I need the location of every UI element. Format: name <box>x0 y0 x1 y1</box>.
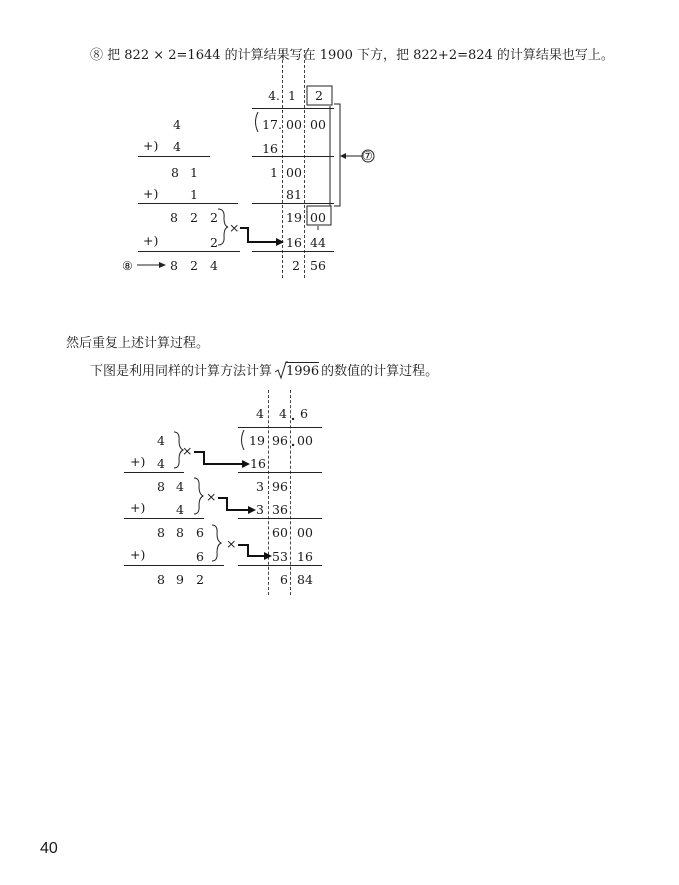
side-digit: 6 <box>196 525 204 540</box>
side-digit: 8 <box>171 165 179 180</box>
side-digit: 1 <box>190 187 198 202</box>
division-cell: 36 <box>272 502 288 517</box>
division-cell: 3 <box>256 479 264 494</box>
division-cell: 00 <box>297 525 313 540</box>
quotient-digit: 4 <box>256 406 264 421</box>
times-sign: × <box>206 489 217 504</box>
side-digit: 2 <box>210 235 218 250</box>
side-digit: 4 <box>173 139 181 154</box>
side-digit: 4 <box>210 258 218 273</box>
side-digit: 2 <box>190 258 198 273</box>
division-cell: 00 <box>297 433 313 448</box>
quotient-digit: 2 <box>315 88 323 103</box>
step8-text: 把 822 × 2=1644 的计算结果写在 1900 下方，把 822+2=824 的计算结果也写上。 <box>107 48 614 63</box>
division-cell: 60 <box>272 525 288 540</box>
division-cell: 16 <box>250 456 266 471</box>
side-digit: 9 <box>176 572 184 587</box>
times-sign: × <box>229 220 240 235</box>
step8-marker: ⑧ <box>122 259 133 273</box>
plus-sign: +) <box>143 233 159 248</box>
division-cell: 56 <box>310 258 326 273</box>
side-digit: 8 <box>157 525 165 540</box>
division-cell: 96 <box>272 479 288 494</box>
division-cell: 53 <box>272 549 288 564</box>
quotient-digit: 4. <box>268 88 280 103</box>
side-digit: 2 <box>210 210 218 225</box>
division-cell: 19 <box>286 210 302 225</box>
division-cell: 96 <box>272 433 288 448</box>
side-digit: 2 <box>190 210 198 225</box>
side-digit: 4 <box>176 479 184 494</box>
quotient-digit: 1 <box>288 88 296 103</box>
side-digit: 4 <box>157 456 165 471</box>
side-digit: 4 <box>173 117 181 132</box>
step8-marker: ⑧ <box>90 48 104 63</box>
division-cell: 2 <box>292 258 300 273</box>
side-digit: 6 <box>196 549 204 564</box>
side-digit: 1 <box>190 165 198 180</box>
division-cell: 00 <box>310 117 326 132</box>
quotient-digit: 6 <box>300 406 308 421</box>
quotient-digit: 4 <box>279 406 287 421</box>
division-cell: 16 <box>297 549 313 564</box>
division-cell: 16 <box>286 235 302 250</box>
plus-sign: +) <box>130 454 146 469</box>
radicand: 1996 <box>286 364 320 379</box>
division-cell: 1 <box>270 165 278 180</box>
intro-text-after: 的数值的计算过程。 <box>321 364 439 379</box>
paragraph-repeat: 然后重复上述计算过程。 <box>66 336 210 351</box>
division-cell: 3 <box>256 502 264 517</box>
side-digit: 2 <box>196 572 204 587</box>
division-cell: 19 <box>249 433 265 448</box>
division-cell: 81 <box>286 187 302 202</box>
side-digit: 8 <box>170 258 178 273</box>
step7-marker: ⑦ <box>362 149 373 163</box>
page-number: 40 <box>40 840 58 857</box>
plus-sign: +) <box>143 138 159 153</box>
plus-sign: +) <box>130 500 146 515</box>
division-cell: 6 <box>280 572 288 587</box>
side-digit: 8 <box>157 572 165 587</box>
side-digit: 8 <box>170 210 178 225</box>
times-sign: × <box>226 536 237 551</box>
division-cell: 17. <box>262 117 282 132</box>
division-cell: 00 <box>286 117 302 132</box>
division-cell: 00 <box>286 165 302 180</box>
side-digit: 8 <box>176 525 184 540</box>
division-cell: 44 <box>310 235 326 250</box>
division-cell: 00 <box>310 210 326 225</box>
plus-sign: +) <box>143 186 159 201</box>
division-cell: 16 <box>262 141 278 156</box>
division-cell: 84 <box>297 572 313 587</box>
times-sign: × <box>182 443 193 458</box>
side-digit: 4 <box>157 433 165 448</box>
plus-sign: +) <box>130 547 146 562</box>
side-digit: 8 <box>157 479 165 494</box>
side-digit: 4 <box>176 502 184 517</box>
intro-text-before: 下图是利用同样的计算方法计算 <box>90 364 273 379</box>
